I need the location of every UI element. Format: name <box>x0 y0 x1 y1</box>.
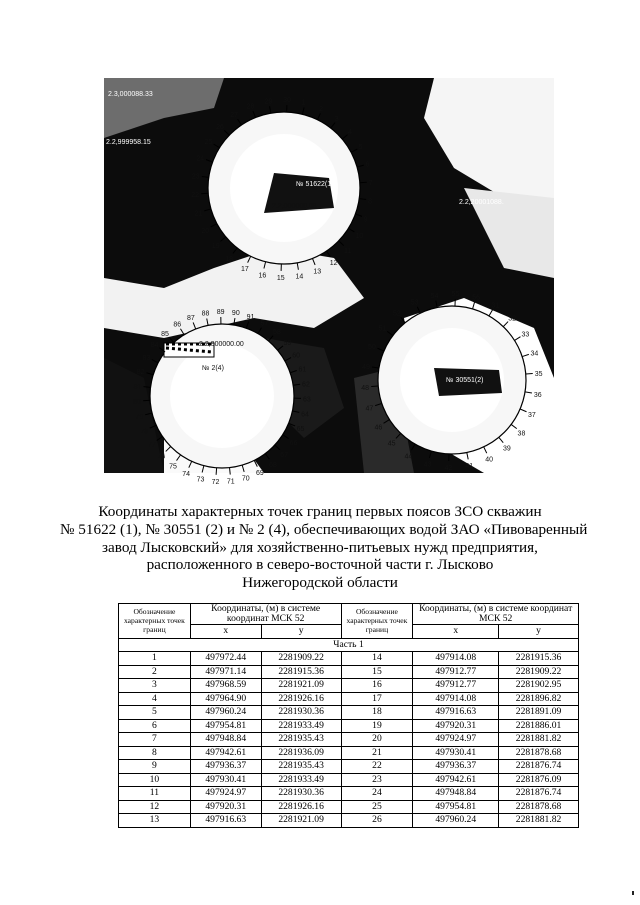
table-cell: 497924.97 <box>190 787 261 801</box>
table-row <box>119 787 579 801</box>
table-row <box>119 746 579 760</box>
table-cell: 1 <box>119 652 191 666</box>
boundary-point-label: 48 <box>361 385 370 393</box>
table-cell: 4 <box>119 692 191 706</box>
boundary-point-label: 9 <box>363 216 368 224</box>
table-cell: 17 <box>341 692 413 706</box>
table-cell: 497972.44 <box>190 652 261 666</box>
table-cell: 2281909.22 <box>261 652 341 666</box>
table-cell: 497936.37 <box>413 760 499 774</box>
boundary-point-label: 24 <box>196 155 205 163</box>
table-cell: 497968.59 <box>190 679 261 693</box>
table-cell: 2281915.36 <box>261 665 341 679</box>
table-cell: 497954.81 <box>190 719 261 733</box>
boundary-point-label: 35 <box>534 370 543 378</box>
boundary-point-label: 70 <box>241 475 250 483</box>
well-label-51622: № 51622(1) <box>296 181 334 188</box>
boundary-point-label: 27 <box>230 112 239 120</box>
boundary-point-label: 28 <box>246 103 255 111</box>
boundary-point-label: 50 <box>367 343 376 351</box>
table-row <box>119 679 579 693</box>
header-coords: Координаты, (м) в системе координат МСК 52 <box>413 604 579 625</box>
table-cell: 7 <box>119 733 191 747</box>
boundary-point-label: 53 <box>410 299 419 307</box>
boundary-point-label: 45 <box>387 440 396 448</box>
table-cell: 20 <box>341 733 413 747</box>
table-cell: 2281915.36 <box>499 652 579 666</box>
grid-label: 2.3,000088.33 <box>108 91 153 98</box>
table-cell: 3 <box>119 679 191 693</box>
boundary-point-label: 8 <box>368 198 373 206</box>
boundary-point-label: 36 <box>533 391 542 399</box>
boundary-point-label: 77 <box>147 441 156 449</box>
table-cell: 12 <box>119 800 191 814</box>
table-cell: 497914.08 <box>413 692 499 706</box>
table-cell: 16 <box>341 679 413 693</box>
boundary-point-label: 58 <box>272 329 281 337</box>
boundary-point-label: 60 <box>292 352 301 360</box>
boundary-point-label: 41 <box>465 463 474 471</box>
table-cell: 2281926.16 <box>261 692 341 706</box>
boundary-point-label: 40 <box>485 456 494 464</box>
table-cell: 497916.63 <box>190 814 261 828</box>
boundary-tick <box>216 468 217 475</box>
boundary-point-label: 33 <box>521 331 530 339</box>
table-cell: 497960.24 <box>190 706 261 720</box>
boundary-point-label: 7 <box>368 179 373 187</box>
boundary-point-label: 25 <box>204 138 213 146</box>
boundary-point-label: 52 <box>392 310 401 318</box>
boundary-point-label: 89 <box>216 309 225 317</box>
boundary-point-label: 13 <box>313 268 322 276</box>
header-y: y <box>261 625 341 639</box>
table-cell: 2281930.36 <box>261 706 341 720</box>
boundary-point-label: 86 <box>173 321 182 329</box>
table-cell: 22 <box>341 760 413 774</box>
table-cell: 24 <box>341 787 413 801</box>
boundary-point-label: 5 <box>358 144 363 152</box>
caption-line: завод Лысковский» для хозяйственно-питьевых нужд предприятия, <box>102 538 538 556</box>
boundary-point-label: 66 <box>289 439 298 447</box>
table-cell: 2281896.82 <box>499 692 579 706</box>
grid-label: 2.2,000000.08 <box>272 203 317 210</box>
table-row <box>119 800 579 814</box>
table-cell: 2281936.09 <box>261 746 341 760</box>
boundary-point-label: 84 <box>150 342 159 350</box>
table-cell: 497920.31 <box>190 800 261 814</box>
boundary-point-label: 73 <box>196 476 205 484</box>
table-cell: 23 <box>341 773 413 787</box>
boundary-point-label: 42 <box>444 464 453 472</box>
boundary-point-label: 39 <box>503 445 511 453</box>
boundary-point-label: 72 <box>211 478 220 486</box>
boundary-tick <box>526 373 533 374</box>
table-cell: 14 <box>341 652 413 666</box>
table-cell: 497930.41 <box>190 773 261 787</box>
boundary-point-label: 37 <box>528 412 536 420</box>
boundary-point-label: 51 <box>378 325 387 333</box>
boundary-point-label: 81 <box>133 383 142 391</box>
boundary-point-label: 65 <box>296 426 305 434</box>
table-cell: 2281886.01 <box>499 719 579 733</box>
grid-label: 2.2,20001088. <box>459 199 504 206</box>
table-cell: 497942.61 <box>413 773 499 787</box>
part-label: Часть 1 <box>119 638 579 652</box>
table-cell: 2281876.74 <box>499 787 579 801</box>
table-cell: 25 <box>341 800 413 814</box>
table-cell: 2281881.82 <box>499 733 579 747</box>
table-cell: 2281891.09 <box>499 706 579 720</box>
boundary-point-label: 4 <box>348 128 353 136</box>
caption-line: расположенного в северо-восточной части г. Лысково <box>146 556 494 574</box>
boundary-point-label: 15 <box>276 274 285 282</box>
boundary-point-label: 34 <box>530 350 539 358</box>
table-row <box>119 733 579 747</box>
boundary-tick <box>371 386 378 387</box>
table-cell: 497930.41 <box>413 746 499 760</box>
table-cell: 18 <box>341 706 413 720</box>
well-label-30551: № 30551(2) <box>446 377 484 384</box>
table-cell: 9 <box>119 760 191 774</box>
coordinates-table <box>118 603 579 828</box>
boundary-point-label: 29 <box>264 98 273 106</box>
table-cell: 497942.61 <box>190 746 261 760</box>
header-point: Обозначение характерных точек границ <box>341 604 413 639</box>
boundary-point-label: 23 <box>191 173 200 181</box>
boundary-point-label: 1 <box>301 99 306 107</box>
table-row <box>119 652 579 666</box>
boundary-point-label: 75 <box>169 463 177 471</box>
document-caption <box>60 503 588 592</box>
boundary-point-label: 88 <box>201 310 210 318</box>
boundary-point-label: 62 <box>302 381 310 389</box>
boundary-point-label: 87 <box>186 314 195 322</box>
table-cell: 497948.84 <box>190 733 261 747</box>
boundary-point-label: 6 <box>365 161 370 169</box>
page-mark <box>632 891 634 895</box>
boundary-point-label: 80 <box>133 399 141 407</box>
boundary-point-label: 69 <box>256 470 264 478</box>
table-row <box>119 692 579 706</box>
boundary-point-label: 59 <box>283 340 292 348</box>
boundary-point-label: 56 <box>472 294 481 302</box>
boundary-point-label: 31 <box>491 302 500 310</box>
table-cell: 5 <box>119 706 191 720</box>
boundary-point-label: 32 <box>508 315 517 323</box>
table-row <box>119 665 579 679</box>
table-cell: 497920.31 <box>413 719 499 733</box>
table-cell: 26 <box>341 814 413 828</box>
boundary-point-label: 55 <box>451 291 460 299</box>
table-cell: 2281878.68 <box>499 746 579 760</box>
boundary-point-label: 61 <box>298 366 307 374</box>
grid-label: 2.2,000000.00 <box>199 341 244 348</box>
table-cell: 497912.77 <box>413 679 499 693</box>
table-cell: 497914.08 <box>413 652 499 666</box>
boundary-point-label: 12 <box>329 259 338 267</box>
boundary-map <box>104 78 554 486</box>
boundary-point-label: 19 <box>211 243 220 251</box>
header-coords: Координаты, (м) в системе координат МСК 52 <box>190 604 341 625</box>
boundary-point-label: 16 <box>258 272 267 280</box>
boundary-point-label: 44 <box>404 453 413 461</box>
table-row <box>119 773 579 787</box>
boundary-point-label: 85 <box>161 330 169 338</box>
boundary-point-label: 30 <box>283 97 291 105</box>
table-cell: 497954.81 <box>413 800 499 814</box>
caption-line: Координаты характерных точек границ первых поясов ЗСО скважин <box>98 503 542 520</box>
table-cell: 2281930.36 <box>261 787 341 801</box>
table-cell: 2281935.43 <box>261 760 341 774</box>
table-cell: 497948.84 <box>413 787 499 801</box>
header-x: x <box>413 625 499 639</box>
well-label-2: № 2(4) <box>202 365 224 372</box>
boundary-point-label: 10 <box>355 233 364 241</box>
boundary-point-label: 26 <box>215 124 224 132</box>
boundary-point-label: 46 <box>374 424 383 432</box>
table-cell: 497960.24 <box>413 814 499 828</box>
table-cell: 497936.37 <box>190 760 261 774</box>
boundary-point-label: 63 <box>302 396 311 404</box>
boundary-point-label: 2 <box>319 106 323 114</box>
boundary-point-label: 91 <box>246 313 255 321</box>
table-cell: 2281902.95 <box>499 679 579 693</box>
boundary-point-label: 11 <box>344 247 352 255</box>
table-row <box>119 719 579 733</box>
table-cell: 10 <box>119 773 191 787</box>
header-y: y <box>499 625 579 639</box>
table-cell: 2281921.09 <box>261 679 341 693</box>
boundary-point-label: 3 <box>334 115 339 123</box>
caption-line: № 51622 (1), № 30551 (2) и № 2 (4), обеспечивающих водой ЗАО «Пивоваренный <box>60 520 588 538</box>
table-cell: 497912.77 <box>413 665 499 679</box>
grid-label: 2.2,999958.15 <box>106 139 151 146</box>
table-row <box>119 706 579 720</box>
boundary-point-label: 20 <box>201 227 210 235</box>
table-cell: 19 <box>341 719 413 733</box>
boundary-point-label: 54 <box>430 292 439 300</box>
table-cell: 6 <box>119 719 191 733</box>
boundary-point-label: 22 <box>191 192 200 200</box>
table-cell: 15 <box>341 665 413 679</box>
boundary-point-label: 14 <box>295 273 304 281</box>
table-cell: 21 <box>341 746 413 760</box>
table-cell: 2 <box>119 665 191 679</box>
table-cell: 497964.90 <box>190 692 261 706</box>
table-cell: 2281935.43 <box>261 733 341 747</box>
boundary-point-label: 78 <box>140 428 149 436</box>
header-x: x <box>190 625 261 639</box>
boundary-point-label: 21 <box>194 210 203 218</box>
table-cell: 497971.14 <box>190 665 261 679</box>
table-cell: 497924.97 <box>413 733 499 747</box>
table-row <box>119 814 579 828</box>
table-cell: 2281933.49 <box>261 773 341 787</box>
boundary-point-label: 17 <box>240 265 249 273</box>
table-cell: 2281926.16 <box>261 800 341 814</box>
header-point: Обозначение характерных точек границ <box>119 604 191 639</box>
caption-line: Нижегородской области <box>242 574 398 592</box>
boundary-point-label: 64 <box>301 411 309 419</box>
table-cell: 497916.63 <box>413 706 499 720</box>
table-cell: 2281878.68 <box>499 800 579 814</box>
table-row <box>119 760 579 774</box>
boundary-point-label: 76 <box>157 453 166 461</box>
boundary-point-label: 43 <box>423 461 432 469</box>
boundary-point-label: 82 <box>136 368 145 376</box>
boundary-point-label: 68 <box>268 462 277 470</box>
table-cell: 2281933.49 <box>261 719 341 733</box>
boundary-point-label: 71 <box>226 478 235 486</box>
table-cell: 2281909.22 <box>499 665 579 679</box>
boundary-point-label: 57 <box>260 320 269 328</box>
table-cell: 13 <box>119 814 191 828</box>
table-cell: 2281876.74 <box>499 760 579 774</box>
boundary-point-label: 47 <box>365 405 374 413</box>
boundary-point-label: 18 <box>225 256 234 264</box>
boundary-point-label: 74 <box>182 471 191 479</box>
boundary-point-label: 90 <box>231 310 240 318</box>
table-cell: 11 <box>119 787 191 801</box>
table-cell: 2281876.09 <box>499 773 579 787</box>
boundary-point-label: 49 <box>362 364 370 372</box>
boundary-point-label: 38 <box>517 430 526 438</box>
boundary-point-label: 83 <box>142 354 151 362</box>
table-cell: 2281921.09 <box>261 814 341 828</box>
boundary-point-label: 67 <box>280 451 289 459</box>
table-cell: 8 <box>119 746 191 760</box>
boundary-point-label: 79 <box>135 414 144 422</box>
table-cell: 2281881.82 <box>499 814 579 828</box>
